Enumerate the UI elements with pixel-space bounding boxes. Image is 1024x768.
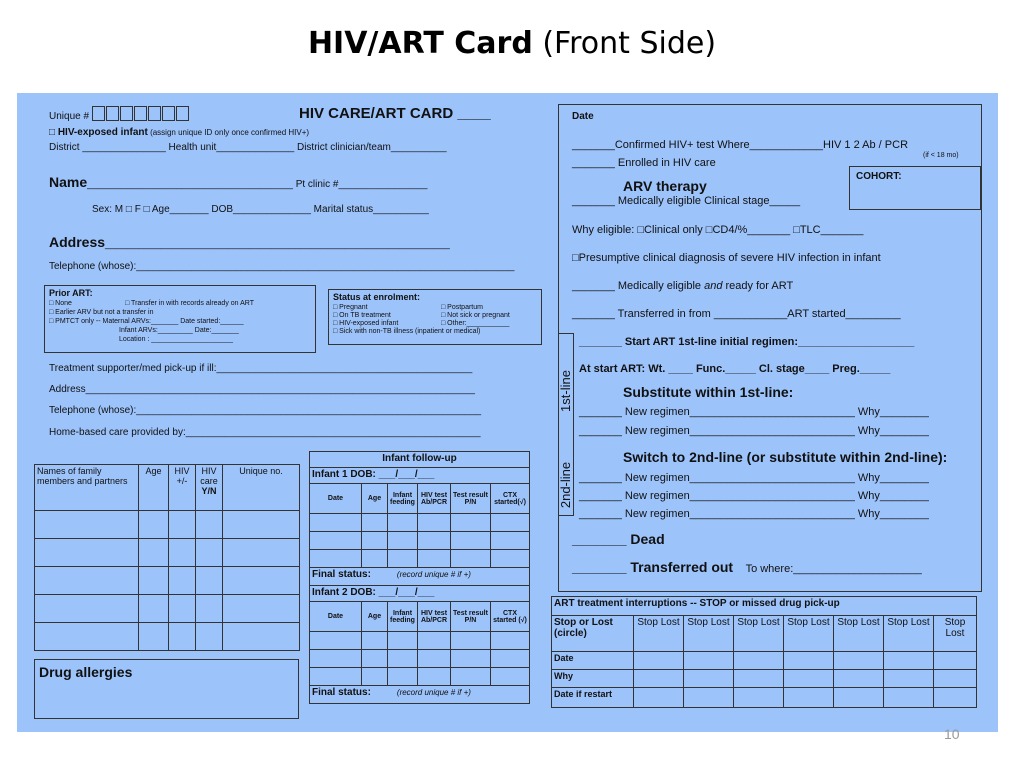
infant2-col-hivtest: HIV test Ab/PCR xyxy=(418,602,451,632)
slide-title-rest: (Front Side) xyxy=(532,26,717,61)
infant1-col-result: Test result P/N xyxy=(451,484,491,514)
prior-art-title: Prior ART: xyxy=(49,288,93,298)
new-regimen-1[interactable]: _______ New regimen___________________________ Why________ xyxy=(579,406,929,418)
col-unique: Unique no. xyxy=(223,465,300,511)
infant2-header xyxy=(310,602,530,632)
status-other[interactable]: □ Other:___________ xyxy=(441,320,510,327)
status-exposed-infant[interactable]: □ HIV-exposed infant xyxy=(333,320,399,327)
date-column-label: Date xyxy=(572,111,594,122)
col-hiv-care-label: HIV care xyxy=(200,466,218,486)
address-line[interactable] xyxy=(49,234,450,252)
unique-digit-box[interactable] xyxy=(134,106,147,121)
ready-and: and xyxy=(704,280,723,292)
unique-digit-box[interactable] xyxy=(92,106,105,121)
restart-row[interactable] xyxy=(552,688,977,708)
stop-lost-cell[interactable]: Stop Lost xyxy=(834,616,884,652)
table-row[interactable] xyxy=(35,567,300,595)
col-hiv: HIV +/- xyxy=(169,465,196,511)
if-under-18-note: (if < 18 mo) xyxy=(923,152,959,159)
infant2-dob[interactable]: Infant 2 DOB: ___/___/___ xyxy=(310,586,530,602)
infant1-dob[interactable]: Infant 1 DOB: ___/___/___ xyxy=(310,468,530,484)
family-table xyxy=(34,464,300,651)
prior-art-transfer[interactable]: □ Transfer in with records already on ART xyxy=(125,300,254,307)
telephone-line[interactable]: Telephone (whose):____________________________________________________________________ xyxy=(49,261,515,272)
ready-post: ready for ART xyxy=(722,280,794,292)
name-label: Name xyxy=(49,174,88,190)
address-field[interactable]: ______________________________________________________________ xyxy=(105,239,450,250)
interruptions-title: ART treatment interruptions -- STOP or missed drug pick-up xyxy=(552,597,977,616)
col-hiv-care-yn: Y/N xyxy=(201,486,217,496)
table-row[interactable] xyxy=(310,632,530,650)
stop-lost-row[interactable] xyxy=(552,616,977,652)
transferred-out-blank: _______ xyxy=(572,559,631,575)
table-row[interactable] xyxy=(310,514,530,532)
why-eligible-line[interactable]: Why eligible: □Clinical only □CD4/%_______ □TLC_______ xyxy=(572,224,864,236)
enrolled-line[interactable]: _______ Enrolled in HIV care xyxy=(572,157,716,169)
stop-lost-cell[interactable]: Stop Lost xyxy=(934,616,977,652)
infant2-col-age: Age xyxy=(362,602,388,632)
stop-lost-cell[interactable]: Stop Lost xyxy=(634,616,684,652)
table-row[interactable] xyxy=(35,539,300,567)
new-regimen-4[interactable]: _______ New regimen___________________________ Why________ xyxy=(579,490,929,502)
sex-age-dob-line[interactable]: Sex: M □ F □ Age_______ DOB______________ Marital status__________ xyxy=(92,204,429,215)
unique-digit-box[interactable] xyxy=(106,106,119,121)
infant2-col-feeding: Infant feeding xyxy=(388,602,418,632)
substitute-heading: Substitute within 1st-line: xyxy=(623,384,794,400)
infant1-final-note: (record unique # if +) xyxy=(396,570,471,579)
drug-allergies-label: Drug allergies xyxy=(39,664,133,680)
to-where-field[interactable]: To where:_____________________ xyxy=(745,563,922,575)
infant2-col-result: Test result P/N xyxy=(451,602,491,632)
col-hiv-care xyxy=(196,465,223,511)
new-regimen-2[interactable]: _______ New regimen___________________________ Why________ xyxy=(579,425,929,437)
stop-lost-cell[interactable]: Stop Lost xyxy=(884,616,934,652)
status-enrolment-box xyxy=(328,289,542,345)
slide-page-number: 10 xyxy=(944,726,960,742)
infant2-final-status[interactable] xyxy=(310,686,530,704)
slide-title xyxy=(0,26,1024,61)
card-title: HIV CARE/ART CARD ____ xyxy=(299,105,491,122)
infant1-col-ctx: CTX started(√) xyxy=(491,484,530,514)
table-row[interactable] xyxy=(35,511,300,539)
ready-for-art-line[interactable] xyxy=(572,280,793,292)
second-line-label: 2nd-line xyxy=(558,461,573,509)
infant2-col-ctx: CTX started (√) xyxy=(491,602,530,632)
name-line[interactable] xyxy=(49,174,427,192)
unique-digit-box[interactable] xyxy=(148,106,161,121)
stop-lost-cell[interactable]: Stop Lost xyxy=(784,616,834,652)
infant1-col-date: Date xyxy=(310,484,362,514)
status-not-sick[interactable]: □ Not sick or pregnant xyxy=(441,312,510,319)
prior-art-earlier[interactable]: □ Earlier ARV but not a transfer in xyxy=(49,309,154,316)
new-regimen-3[interactable]: _______ New regimen___________________________ Why________ xyxy=(579,472,929,484)
hiv-exposed-note: (assign unique ID only once confirmed HIV+) xyxy=(147,128,310,137)
drug-allergies-box[interactable] xyxy=(34,659,299,719)
first-line-label: 1st-line xyxy=(558,370,573,412)
telephone2-line[interactable]: Telephone (whose):______________________________________________________________ xyxy=(49,405,482,416)
new-regimen-5[interactable]: _______ New regimen___________________________ Why________ xyxy=(579,508,929,520)
infant1-col-age: Age xyxy=(362,484,388,514)
infant-followup-table xyxy=(309,451,530,704)
cohort-label: COHORT: xyxy=(856,171,902,182)
prior-art-infant[interactable]: Infant ARVs:_________ Date:_______ xyxy=(119,327,239,334)
presumptive-line[interactable]: □Presumptive clinical diagnosis of severe HIV infection in infant xyxy=(572,252,881,264)
unique-digit-box[interactable] xyxy=(120,106,133,121)
hiv-exposed-label: □ HIV-exposed infant xyxy=(49,127,148,138)
stop-lost-cell[interactable]: Stop Lost xyxy=(734,616,784,652)
table-row[interactable] xyxy=(35,595,300,623)
transferred-out-label: Transferred out xyxy=(630,559,734,575)
status-pregnant[interactable]: □ Pregnant xyxy=(333,304,368,311)
restart-row-label: Date if restart xyxy=(552,688,634,708)
unique-digit-box[interactable] xyxy=(176,106,189,121)
switch-heading: Switch to 2nd-line (or substitute within 2nd-line): xyxy=(623,449,948,465)
hiv-exposed-infant-checkbox[interactable] xyxy=(49,127,309,138)
stop-lost-label: Stop or Lost (circle) xyxy=(552,616,634,652)
unique-number-field[interactable] xyxy=(49,106,190,122)
date-row[interactable] xyxy=(552,652,977,670)
col-age: Age xyxy=(139,465,169,511)
date-row-label: Date xyxy=(552,652,634,670)
why-row-label: Why xyxy=(552,670,634,688)
infant2-final-label: Final status: xyxy=(312,687,371,698)
infant1-col-feeding: Infant feeding xyxy=(388,484,418,514)
col-names: Names of family members and partners xyxy=(35,465,139,511)
prior-art-box xyxy=(44,285,316,353)
infant1-final-status[interactable] xyxy=(310,568,530,586)
transferred-out-line[interactable] xyxy=(572,559,922,577)
address2-line[interactable]: Address______________________________________________________________________ xyxy=(49,384,475,395)
status-sick-non-tb[interactable]: □ Sick with non-TB illness (inpatient or medical) xyxy=(333,328,481,335)
supporter-line[interactable]: Treatment supporter/med pick-up if ill:______________________________________________ xyxy=(49,363,473,374)
homecare-line[interactable]: Home-based care provided by:_____________________________________________________ xyxy=(49,427,481,438)
status-enrolment-title: Status at enrolment: xyxy=(333,292,421,302)
unique-number-label: Unique # xyxy=(49,111,90,122)
address-label: Address xyxy=(49,234,106,250)
dead-line[interactable]: _______ Dead xyxy=(572,531,665,547)
interruptions-table xyxy=(551,596,977,708)
slide-title-bold: HIV/ART Card xyxy=(307,26,533,61)
cohort-box[interactable] xyxy=(849,166,981,210)
infant2-final-note: (record unique # if +) xyxy=(396,688,471,697)
arv-therapy-heading: ARV therapy xyxy=(623,178,707,194)
table-row[interactable] xyxy=(310,532,530,550)
hiv-art-card xyxy=(17,93,998,732)
table-row[interactable] xyxy=(310,650,530,668)
name-field[interactable]: _____________________________________ Pt clinic #________________ xyxy=(87,179,428,190)
infant1-final-label: Final status: xyxy=(312,569,371,580)
prior-art-none[interactable]: □ None xyxy=(49,300,72,307)
why-row[interactable] xyxy=(552,670,977,688)
table-row[interactable] xyxy=(310,550,530,568)
transferred-in-line[interactable]: _______ Transferred in from ____________ART started_________ xyxy=(572,308,901,320)
status-postpartum[interactable]: □ Postpartum xyxy=(441,304,483,311)
family-table-header xyxy=(35,465,300,511)
prior-art-pmtct[interactable]: □ PMTCT only -- Maternal ARVs:_______ Date started:______ xyxy=(49,318,244,325)
start-art-line[interactable]: _______ Start ART 1st-line initial regimen:___________________ xyxy=(579,336,915,348)
infant-followup-title: Infant follow-up xyxy=(310,452,530,468)
unique-digit-box[interactable] xyxy=(162,106,175,121)
at-start-art-line[interactable]: At start ART: Wt. ____ Func._____ Cl. stage____ Preg._____ xyxy=(579,363,891,375)
medically-eligible-line[interactable]: _______ Medically eligible Clinical stage_____ xyxy=(572,195,801,207)
status-on-tb[interactable]: □ On TB treatment xyxy=(333,312,391,319)
infant1-header xyxy=(310,484,530,514)
stop-lost-cell[interactable]: Stop Lost xyxy=(684,616,734,652)
confirmed-hiv-line[interactable]: _______Confirmed HIV+ test Where____________HIV 1 2 Ab / PCR xyxy=(572,139,909,151)
infant1-col-hivtest: HIV test Ab/PCR xyxy=(418,484,451,514)
district-line[interactable]: District _______________ Health unit______________ District clinician/team__________ xyxy=(49,142,447,153)
table-row[interactable] xyxy=(35,623,300,651)
infant2-col-date: Date xyxy=(310,602,362,632)
table-row[interactable] xyxy=(310,668,530,686)
prior-art-location[interactable]: Location : _____________________ xyxy=(119,336,234,343)
ready-pre: _______ Medically eligible xyxy=(572,280,705,292)
